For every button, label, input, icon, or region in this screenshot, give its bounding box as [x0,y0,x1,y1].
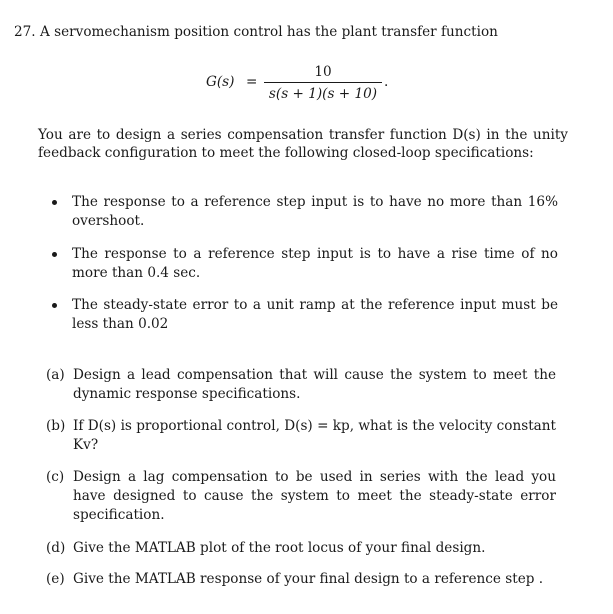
equation-equals: = [246,74,258,90]
equation-fraction [264,63,382,103]
list-item [60,245,558,283]
part-text: Give the MATLAB plot of the root locus of your final design. [73,540,486,556]
question-part-b [46,417,556,455]
part-text: If D(s) is proportional control, D(s) = kp, what is the velocity constant Kv? [73,418,556,453]
part-text: Design a lead compensation that will cause the system to meet the dynamic response specifications. [73,367,556,402]
problem-number: 27. [14,24,36,40]
part-label: (d) [46,540,66,556]
intro-paragraph: You are to design a series compensation transfer function D(s) in the unity feedback configuration to meet the following closed-loop specifications: [38,127,568,161]
equation-numerator: 10 [314,64,332,80]
question-part-a [46,366,556,404]
specification-text: The steady-state error to a unit ramp at the reference input must be less than 0.02 [72,297,558,332]
transfer-function-equation [206,63,406,107]
fraction-bar [264,82,382,83]
list-item [60,296,558,334]
part-label: (b) [46,418,66,434]
question-part-c [46,468,556,525]
equation-denominator: s(s + 1)(s + 10) [268,86,378,102]
part-label: (e) [46,571,65,587]
specification-text: The response to a reference step input is to have no more than 16% overshoot. [72,194,558,229]
part-label: (a) [46,367,65,383]
problem-heading [14,24,498,40]
part-text: Give the MATLAB response of your final design to a reference step . [73,571,544,587]
question-part-e [46,570,556,589]
specification-text: The response to a reference step input is to have a rise time of no more than 0.4 sec. [72,246,558,281]
problem-statement: A servomechanism position control has the plant transfer function [40,24,498,40]
part-label: (c) [46,469,65,485]
question-part-d [46,539,556,558]
equation-lhs: G(s) [206,74,235,90]
part-text: Design a lag compensation to be used in series with the lead you have designed to cause the system to meet the steady-state error specification. [73,469,556,523]
equation-period: . [384,74,389,90]
list-item [60,193,558,231]
